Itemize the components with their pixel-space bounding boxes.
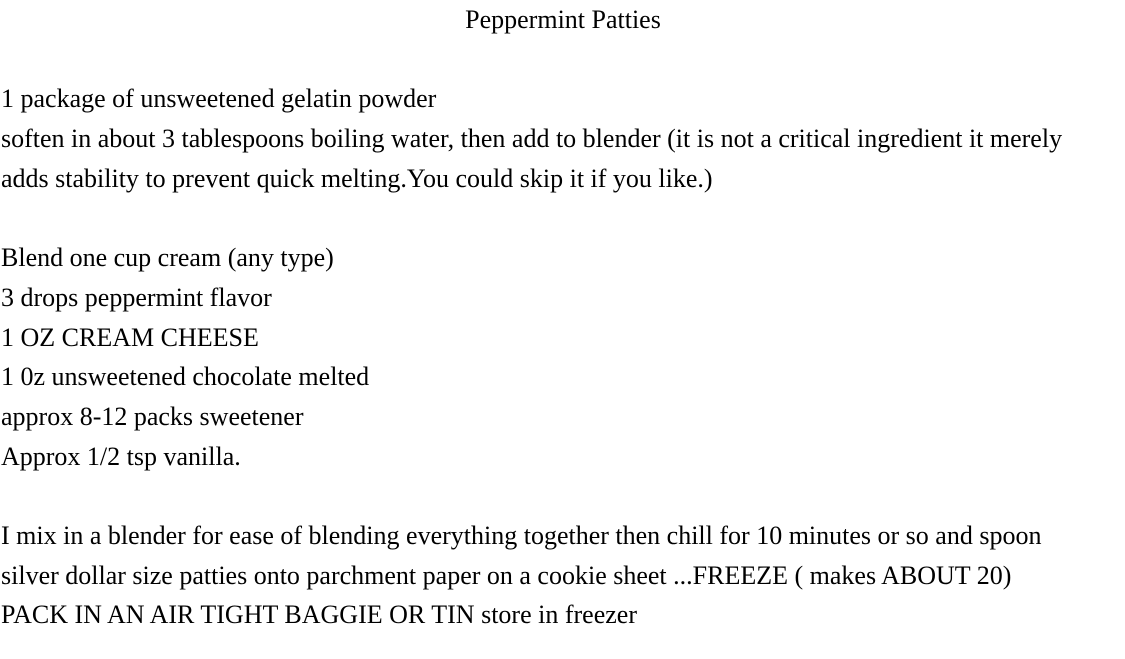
recipe-line: PACK IN AN AIR TIGHT BAGGIE OR TIN store in freezer: [1, 600, 637, 630]
blank-line: [1, 476, 1125, 516]
recipe-line: approx 8-12 packs sweetener: [1, 401, 304, 431]
blank-line: [1, 198, 1125, 238]
recipe-line: silver dollar size patties onto parchment paper on a cookie sheet ...FREEZE ( makes ABOUT 20): [1, 560, 1012, 590]
recipe-line: 1 package of unsweetened gelatin powder: [1, 84, 437, 114]
recipe-line: Approx 1/2 tsp vanilla.: [1, 441, 241, 471]
recipe-line: Blend one cup cream (any type): [1, 243, 334, 273]
blank-line: [1, 40, 1125, 80]
recipe-line: I mix in a blender for ease of blending everything together then chill for 10 minutes or so and spoon: [1, 520, 1042, 550]
recipe-title: Peppermint Patties: [465, 5, 661, 34]
recipe-line: adds stability to prevent quick melting.You could skip it if you like.): [1, 163, 713, 193]
recipe-line: 3 drops peppermint flavor: [1, 282, 272, 312]
recipe-line: 1 0z unsweetened chocolate melted: [1, 362, 370, 392]
recipe-line: soften in about 3 tablespoons boiling water, then add to blender (it is not a critical ingredient it merely: [1, 124, 1063, 154]
recipe-line: 1 OZ CREAM CHEESE: [1, 322, 259, 352]
